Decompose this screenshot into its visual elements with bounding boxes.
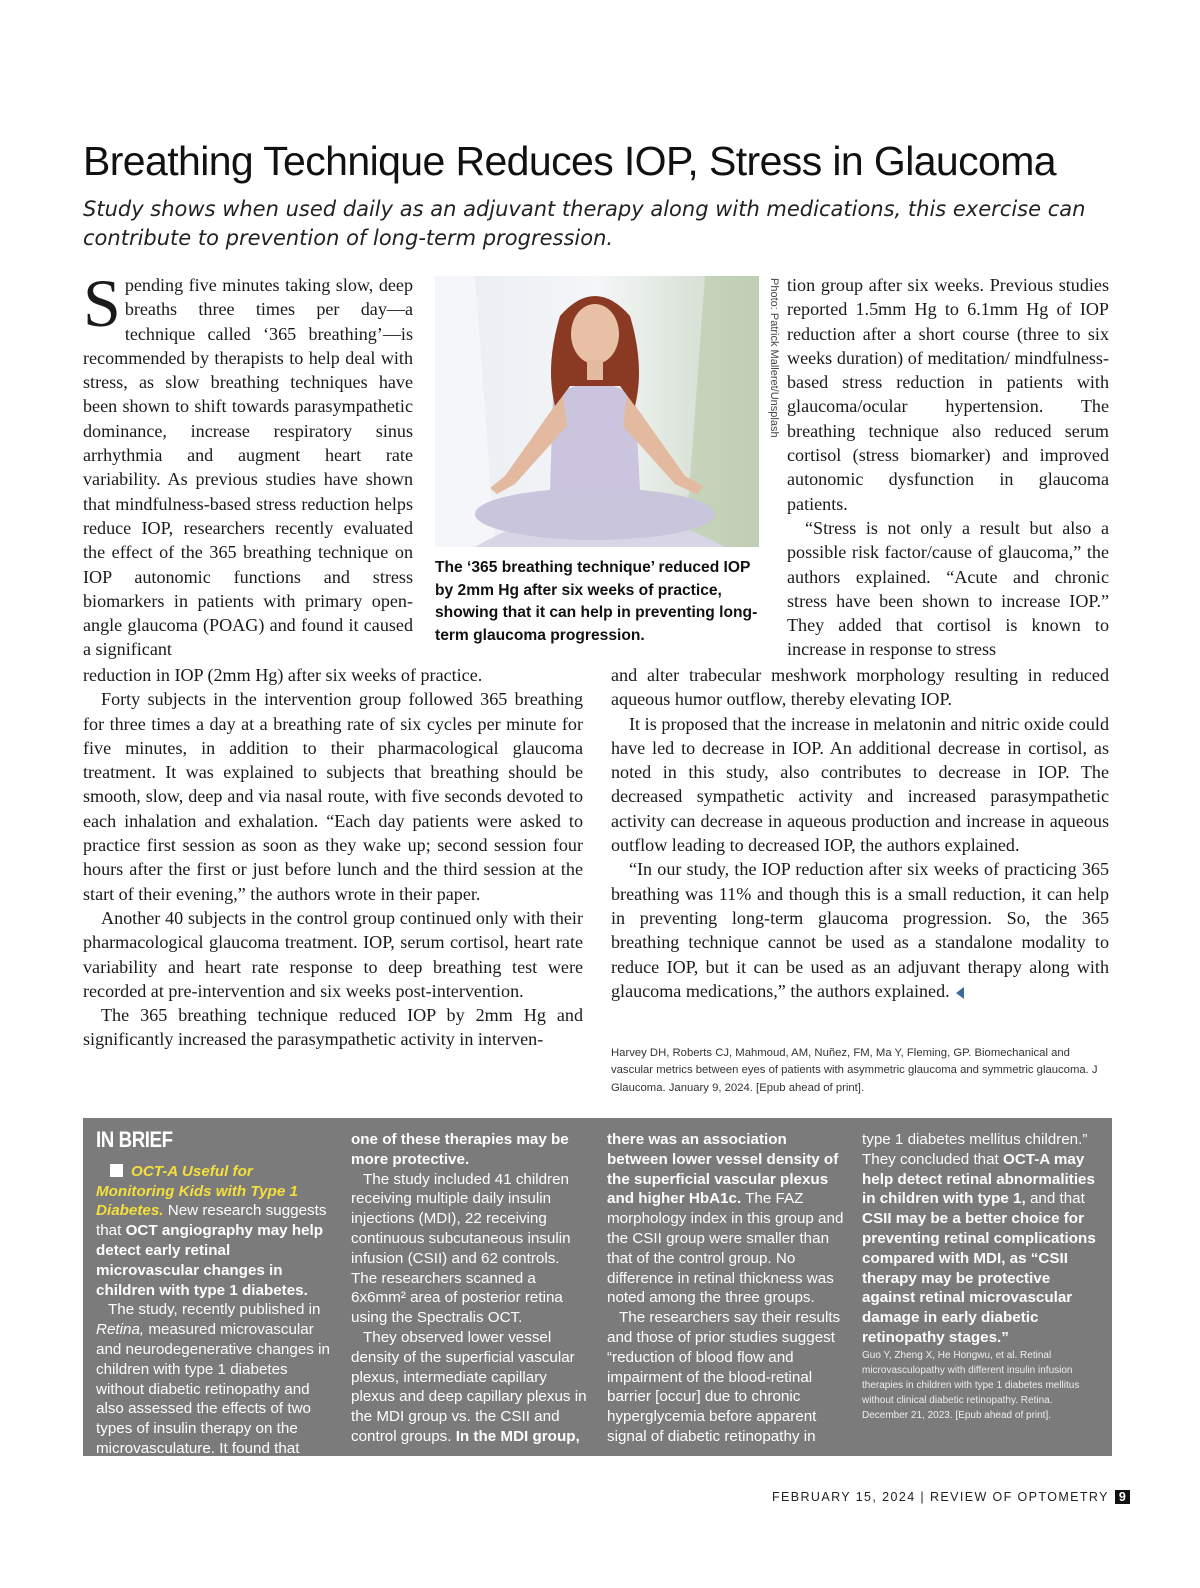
article-column-3-lower — [611, 663, 1109, 1003]
paragraph-4-continued: tion group after six weeks. Previous studies reported 1.5mm Hg to 6.1mm Hg of IOP reduction after a short course (three to six weeks duration) of meditation/ mindfulness-based stress reduction in patients with glaucoma/ocular hypertension. The breathing technique also reduced serum cortisol (stress biomarker) and improved autonomic dysfunction in glaucoma patients. — [787, 275, 1109, 514]
paragraph-7-text: “In our study, the IOP reduction after six weeks of practicing 365 breathing was 11% and though this is a small reduction, it can help in preventing long-term glaucoma progression. So, the 365 breathing technique cannot be used as a standalone modality to reduce IOP, but it can be used as an adjuvant therapy along with glaucoma medications,” the authors explained. — [611, 859, 1109, 1001]
photo-credit: Photo: Patrick Malleret/Unsplash — [768, 278, 780, 438]
in-brief-text: New research suggests that — [96, 1202, 327, 1240]
paragraph-7 — [611, 857, 1109, 1003]
in-brief-text: The FAZ morphology index in this group and the CSII group were smaller than that of the control group. No difference in retinal thickness was noted among the three groups. — [607, 1190, 844, 1307]
in-brief-column-4 — [862, 1130, 1100, 1423]
article-column-1-lower — [83, 663, 583, 1052]
paragraph-2: Forty subjects in the intervention group followed 365 breathing for three times a day at a breathing rate of six cycles per minute for five minutes, in addition to their pharmacological glaucoma treatment. It was explained to subjects that breathing should be smooth, slow, deep and via nasal route, with five seconds devoted to each inhalation and exhalation. “Each day patients were asked to practice first session as soon as they wake up; second session four hours after the first or just before lunch and the third session at the start of their evening,” the authors wrote in their paper. — [83, 689, 583, 904]
in-brief-text: measured microvascular and neurodegenerative changes in children with type 1 diabetes without diabetic retinopathy and also assessed the effects of two types of insulin therapy on the microvasculature. It found that — [96, 1321, 330, 1457]
paragraph-1-end: reduction in IOP (2mm Hg) after six weeks of practice. — [83, 665, 483, 685]
paragraph-6: It is proposed that the increase in melatonin and nitric oxide could have led to decrease in IOP. An additional decrease in cortisol, as noted in this study, also contributes to decrease in IOP. The decreased sympathetic activity and increased parasympathetic activity can decrease in aqueous production and increase in aqueous outflow leading to decreased IOP, the authors explained. — [611, 713, 1109, 856]
headline: Breathing Technique Reduces IOP, Stress in Glaucoma — [83, 138, 1056, 184]
page-number: 9 — [1115, 1490, 1130, 1504]
in-brief-bold-text: one of these therapies may be more protective. — [351, 1131, 569, 1168]
article-column-3 — [787, 273, 1109, 662]
in-brief-bold-text: OCT angiography may help detect early retinal microvascular changes in children with type 1 diabetes. — [96, 1222, 324, 1299]
in-brief-paragraph: The researchers say their results and those of prior studies suggest “reduction of blood flow and impairment of the blood-retinal barrier [occur] due to chronic hyperglycemia before apparent signal of diabetic retinopathy in — [607, 1309, 841, 1445]
paragraph-5-end: and alter trabecular meshwork morphology resulting in reduced aqueous humor outflow, thereby elevating IOP. — [611, 665, 1109, 710]
in-brief-paragraph: The study included 41 children receiving multiple daily insulin injections (MDI), 22 receiving continuous subcutaneous insulin infusion (CSII) and 62 controls. The researchers scanned a 6x6mm² area of posterior retina using the Spectralis OCT. — [351, 1170, 571, 1327]
meditation-photo — [435, 276, 759, 547]
in-brief-reference: Guo Y, Zheng X, He Hongwu, et al. Retinal microvasculopathy with different insulin infusion therapies in children with type 1 diabetes mellitus without clinical diabetic retinopathy. Retina. December 21, 2023. [Epub ahead of print]. — [862, 1349, 1080, 1421]
in-brief-bold-text: there was an association between lower vessel density of the superficial vascular plexus and higher HbA1c. — [607, 1131, 839, 1208]
end-mark-icon — [956, 987, 964, 999]
in-brief-text: The study, recently published in — [108, 1301, 321, 1319]
in-brief-bold-text: CSII may be a better choice for preventing retinal complications compared with MDI, as “CSII therapy may be protective against retinal microvascular damage in early diabetic retinopathy stages.” — [862, 1210, 1096, 1346]
in-brief-title: IN BRIEF — [96, 1127, 173, 1152]
in-brief-column-1 — [96, 1127, 334, 1459]
journal-name: Retina, — [96, 1321, 145, 1339]
paragraph-4: The 365 breathing technique reduced IOP by 2mm Hg and significantly increased the parasympathetic activity in interven- — [83, 1005, 583, 1050]
footer-text: FEBRUARY 15, 2024 | REVIEW OF OPTOMETRY — [772, 1490, 1109, 1504]
in-brief-text: and that — [1029, 1190, 1085, 1208]
in-brief-column-3 — [607, 1130, 845, 1447]
in-brief-paragraph — [96, 1300, 334, 1458]
deck-subtitle: Study shows when used daily as an adjuvant therapy along with medications, this exercise can contribute to prevention of long-term progression. — [83, 197, 1086, 250]
meditation-photo-illustration — [435, 276, 759, 547]
page-footer — [772, 1490, 1126, 1504]
in-brief-column-2 — [351, 1130, 589, 1447]
in-brief-text: They observed lower vessel density of the superficial vascular plexus, intermediate capillary plexus and deep capillary plexus in the MDI group vs. the CSII and control groups. — [351, 1328, 587, 1445]
in-brief-intro — [96, 1162, 334, 1301]
in-brief-bold-text: OCT-A may help detect retinal abnormalities in children with type 1, — [862, 1150, 1095, 1208]
in-brief-box — [83, 1118, 1112, 1456]
in-brief-text: type 1 diabetes mellitus children.” They concluded that — [862, 1131, 1088, 1168]
paragraph-3: Another 40 subjects in the control group continued only with their pharmacological glaucoma treatment. IOP, serum cortisol, heart rate variability and heart rate response to deep breathing test were recorded at pre-intervention and six weeks post-intervention. — [83, 907, 583, 1001]
photo-caption: The ‘365 breathing technique’ reduced IOP by 2mm Hg after six weeks of practice, showing that it can help in preventing long-term glaucoma progression. — [435, 559, 758, 644]
in-brief-headline: OCT-A Useful for Monitoring Kids with Type 1 Diabetes. — [96, 1162, 298, 1220]
in-brief-paragraph — [351, 1328, 589, 1447]
paragraph-1-text: pending five minutes taking slow, deep breaths three times per day—a technique called ‘365 breathing’—is recommended by therapists to help deal with stress, as slow breathing techniques have been shown to shift towards parasympathetic dominance, increase respiratory sinus arrhythmia and augment heart rate variability. As previous studies have shown that mindfulness-based stress reduction helps reduce IOP, researchers recently evaluated the effect of the 365 breathing technique on IOP autonomic functions and stress biomarkers in patients with primary open-angle glaucoma (POAG) and found it caused a significant — [83, 275, 413, 660]
in-brief-bold-text: In the MDI group, — [455, 1427, 580, 1445]
article-column-1 — [83, 265, 413, 662]
paragraph-5: “Stress is not only a result but also a possible risk factor/cause of glaucoma,” the authors explained. “Acute and chronic stress have been shown to increase IOP.” They added that cortisol is known to increase in response to stress — [787, 517, 1109, 660]
article-reference: Harvey DH, Roberts CJ, Mahmoud, AM, Nuñez, FM, Ma Y, Fleming, GP. Biomechanical and vascular metrics between eyes of patients with asymmetric glaucoma and symmetric glaucoma. J Glaucoma. January 9, 2024. [Epub ahead of print]. — [611, 1047, 1098, 1094]
square-bullet-icon — [110, 1164, 123, 1177]
drop-cap: S — [83, 265, 121, 341]
paragraph-1 — [83, 265, 413, 662]
